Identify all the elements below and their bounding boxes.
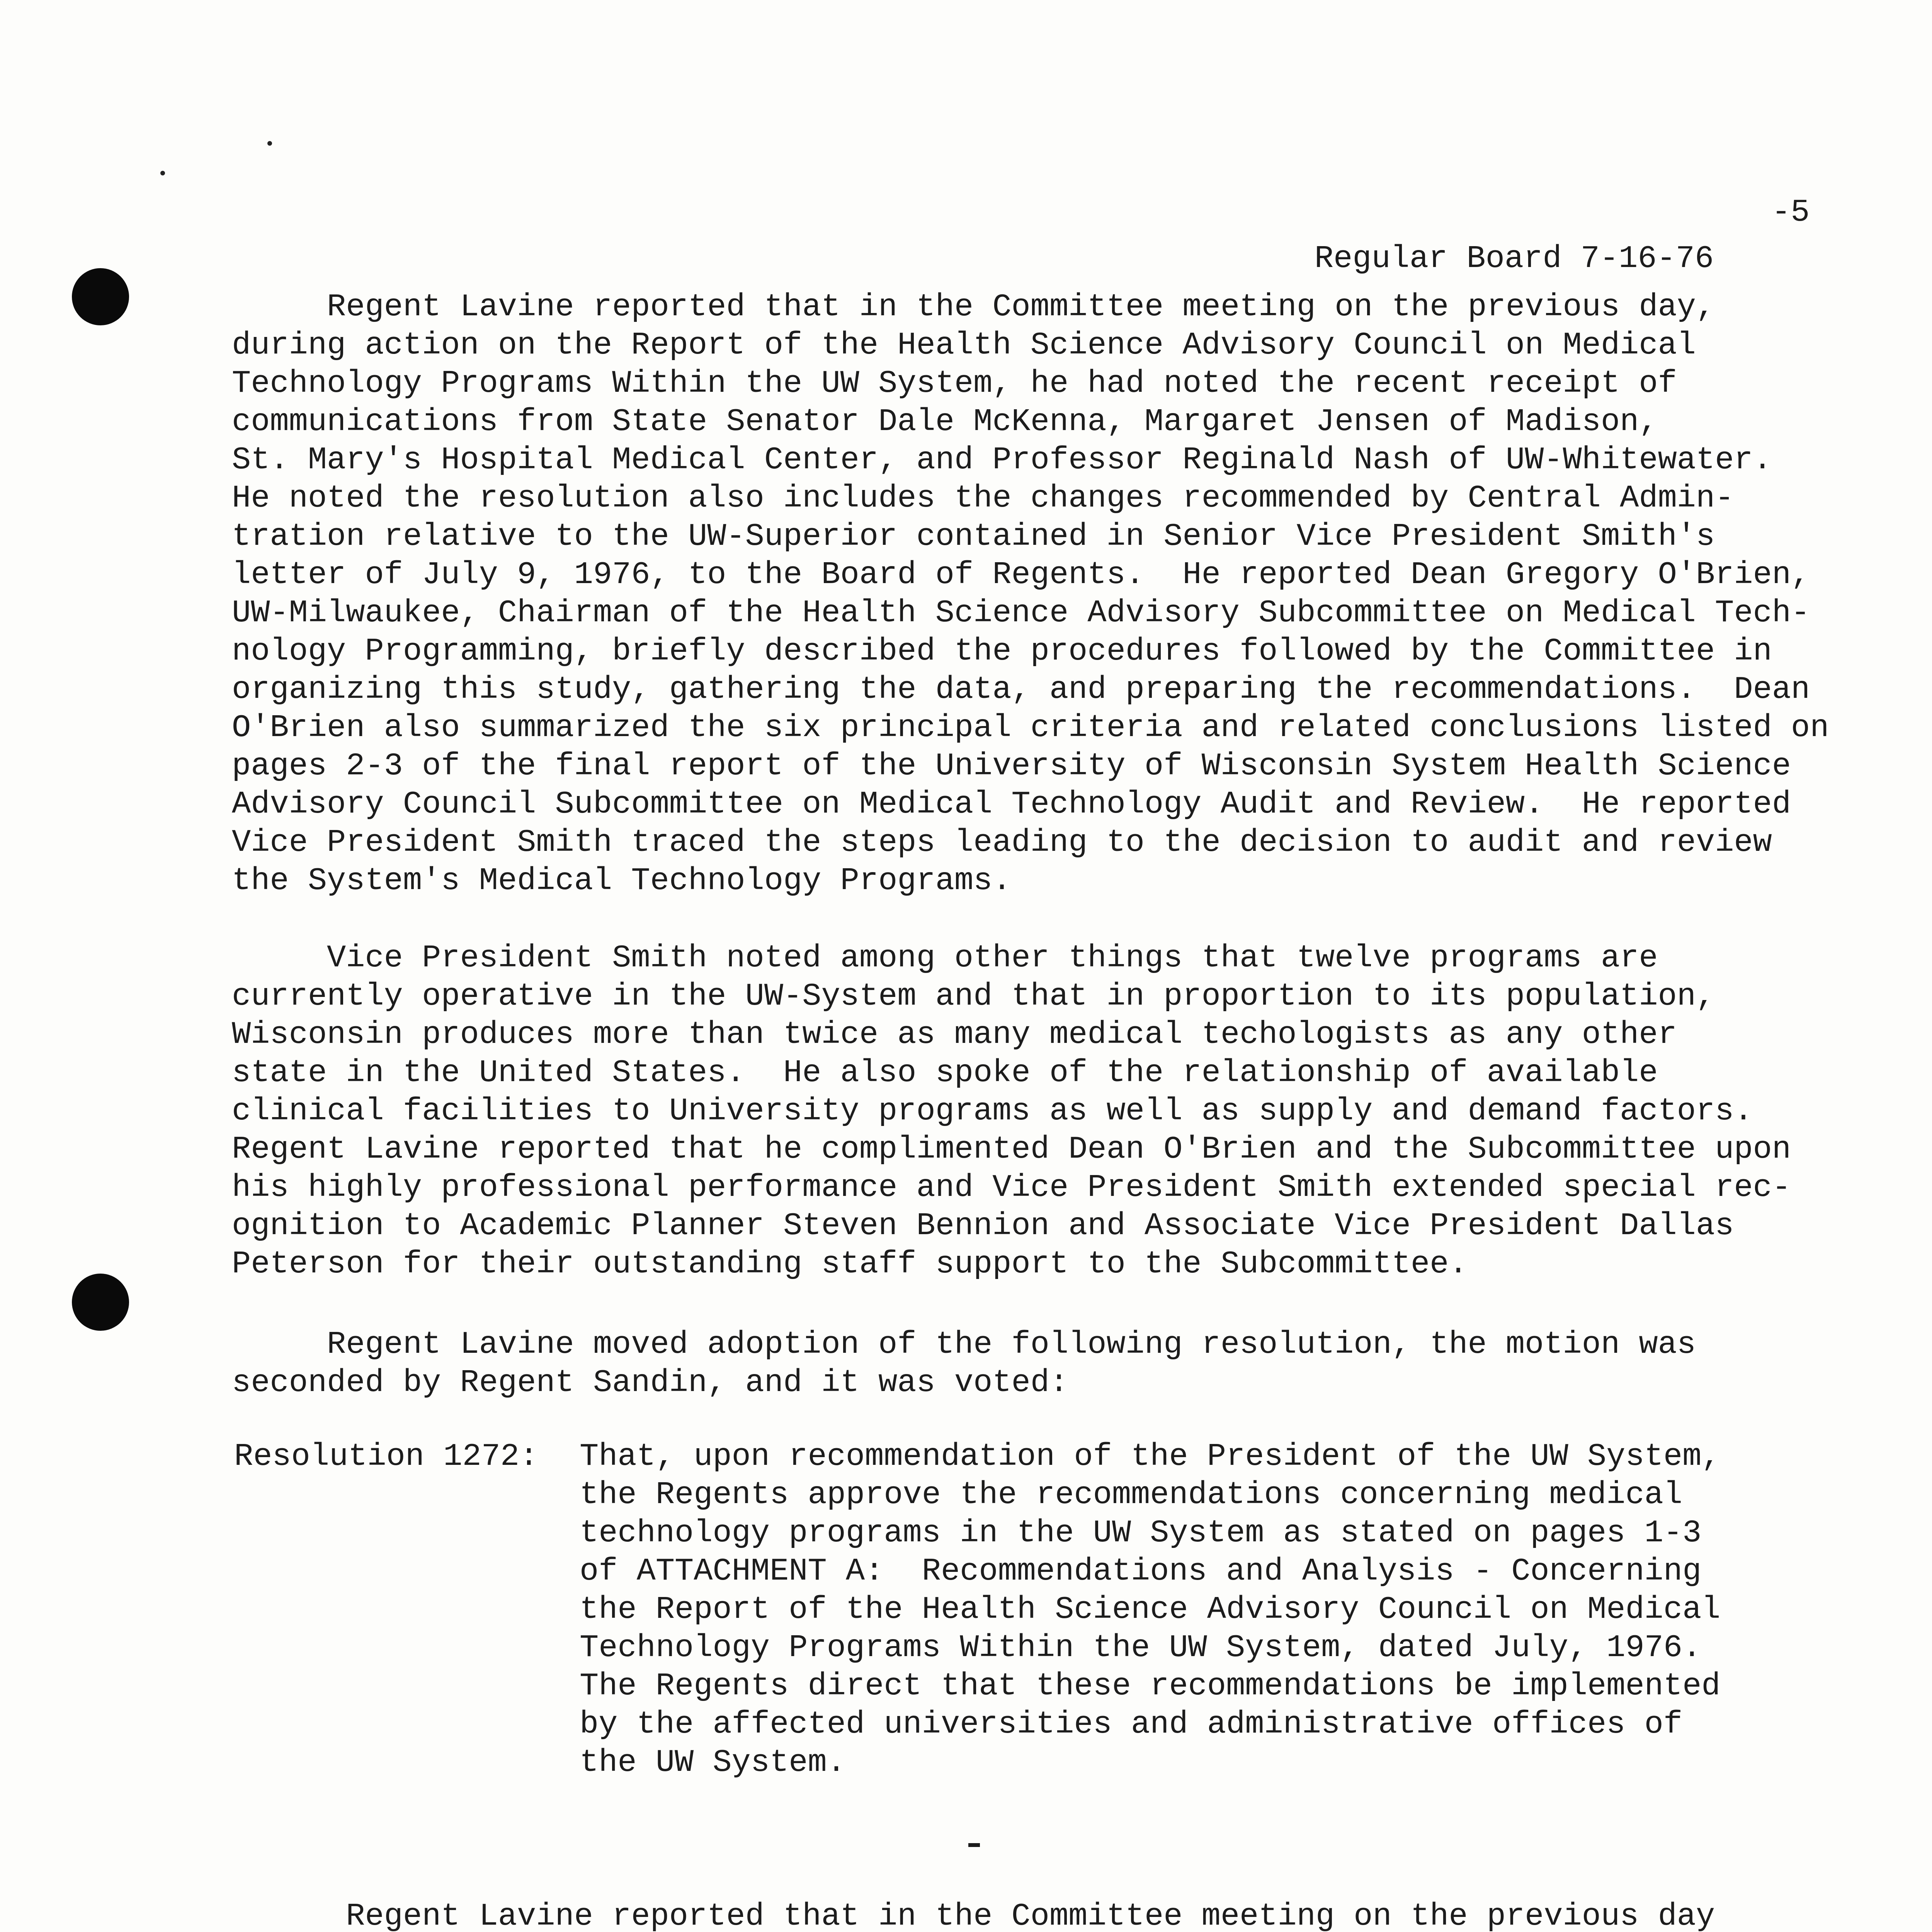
text-line: the Regents approve the recommendations concerning medical <box>580 1477 1683 1513</box>
text-line: his highly professional performance and Vice President Smith extended special rec- <box>232 1170 1791 1206</box>
text-line: The Regents direct that these recommendations be implemented <box>580 1668 1721 1704</box>
text-line: pages 2-3 of the final report of the University of Wisconsin System Health Science <box>232 748 1791 784</box>
text-line: clinical facilities to University programs as well as supply and demand factors. <box>232 1093 1753 1129</box>
paragraph-vice-president-smith <box>232 939 1855 1283</box>
speck-mark <box>160 171 165 175</box>
text-line: by the affected universities and administrative offices of <box>580 1706 1683 1742</box>
text-line: the Report of the Health Science Advisory Council on Medical <box>580 1592 1721 1628</box>
text-line: Advisory Council Subcommittee on Medical Technology Audit and Review. He reported <box>232 786 1791 822</box>
text-line: technology programs in the UW System as stated on pages 1-3 <box>580 1515 1702 1551</box>
text-line: of ATTACHMENT A: Recommendations and Analysis - Concerning <box>580 1553 1702 1589</box>
paragraph-united-council <box>232 1897 1855 1932</box>
resolution-text <box>580 1437 1720 1782</box>
text-line: That, upon recommendation of the President of the UW System, <box>580 1439 1721 1475</box>
section-separator <box>968 1843 980 1847</box>
punch-hole-top <box>72 268 129 325</box>
text-line: Regent Lavine reported that in the Committee meeting on the previous day <box>232 1898 1715 1932</box>
text-line: letter of July 9, 1976, to the Board of Regents. He reported Dean Gregory O'Brien, <box>232 557 1810 593</box>
text-line: Peterson for their outstanding staff support to the Subcommittee. <box>232 1246 1468 1282</box>
text-line: nology Programming, briefly described the procedures followed by the Committee in <box>232 633 1772 669</box>
text-line: Technology Programs Within the UW System, dated July, 1976. <box>580 1630 1702 1666</box>
text-line: UW-Milwaukee, Chairman of the Health Science Advisory Subcommittee on Medical Tech- <box>232 595 1810 631</box>
text-line: Vice President Smith traced the steps leading to the decision to audit and review <box>232 825 1772 861</box>
text-line: organizing this study, gathering the data, and preparing the recommendations. Dean <box>232 672 1810 707</box>
speck-mark <box>267 141 272 146</box>
text-line: tration relative to the UW-Superior contained in Senior Vice President Smith's <box>232 519 1715 554</box>
text-line: Regent Lavine moved adoption of the following resolution, the motion was <box>232 1327 1696 1362</box>
page-number: -5 <box>1772 194 1810 230</box>
text-line: the UW System. <box>580 1745 846 1781</box>
resolution-label: Resolution 1272: <box>234 1439 539 1475</box>
text-line: seconded by Regent Sandin, and it was voted: <box>232 1365 1069 1401</box>
header-title: Regular Board 7-16-76 <box>1314 241 1714 277</box>
text-line: St. Mary's Hospital Medical Center, and Professor Reginald Nash of UW-Whitewater. <box>232 442 1772 478</box>
text-line: Technology Programs Within the UW System, he had noted the recent receipt of <box>232 366 1677 401</box>
text-line: Regent Lavine reported that he complimented Dean O'Brien and the Subcommittee upon <box>232 1131 1791 1167</box>
text-line: He noted the resolution also includes the changes recommended by Central Admin- <box>232 480 1734 516</box>
text-line: during action on the Report of the Health Science Advisory Council on Medical <box>232 327 1696 363</box>
text-line: Regent Lavine reported that in the Committee meeting on the previous day, <box>232 289 1715 325</box>
text-line: currently operative in the UW-System and that in proportion to its population, <box>232 978 1715 1014</box>
text-line: communications from State Senator Dale McKenna, Margaret Jensen of Madison, <box>232 404 1658 440</box>
text-line: O'Brien also summarized the six principal criteria and related conclusions listed on <box>232 710 1829 746</box>
paragraph-motion <box>232 1325 1855 1402</box>
punch-hole-middle <box>72 1274 129 1331</box>
text-line: the System's Medical Technology Programs. <box>232 863 1012 899</box>
text-line: ognition to Academic Planner Steven Bennion and Associate Vice President Dallas <box>232 1208 1734 1244</box>
paragraph-health-science-report <box>232 288 1855 900</box>
text-line: Vice President Smith noted among other things that twelve programs are <box>232 940 1658 976</box>
text-line: Wisconsin produces more than twice as many medical techologists as any other <box>232 1017 1677 1053</box>
text-line: state in the United States. He also spoke of the relationship of available <box>232 1055 1658 1091</box>
